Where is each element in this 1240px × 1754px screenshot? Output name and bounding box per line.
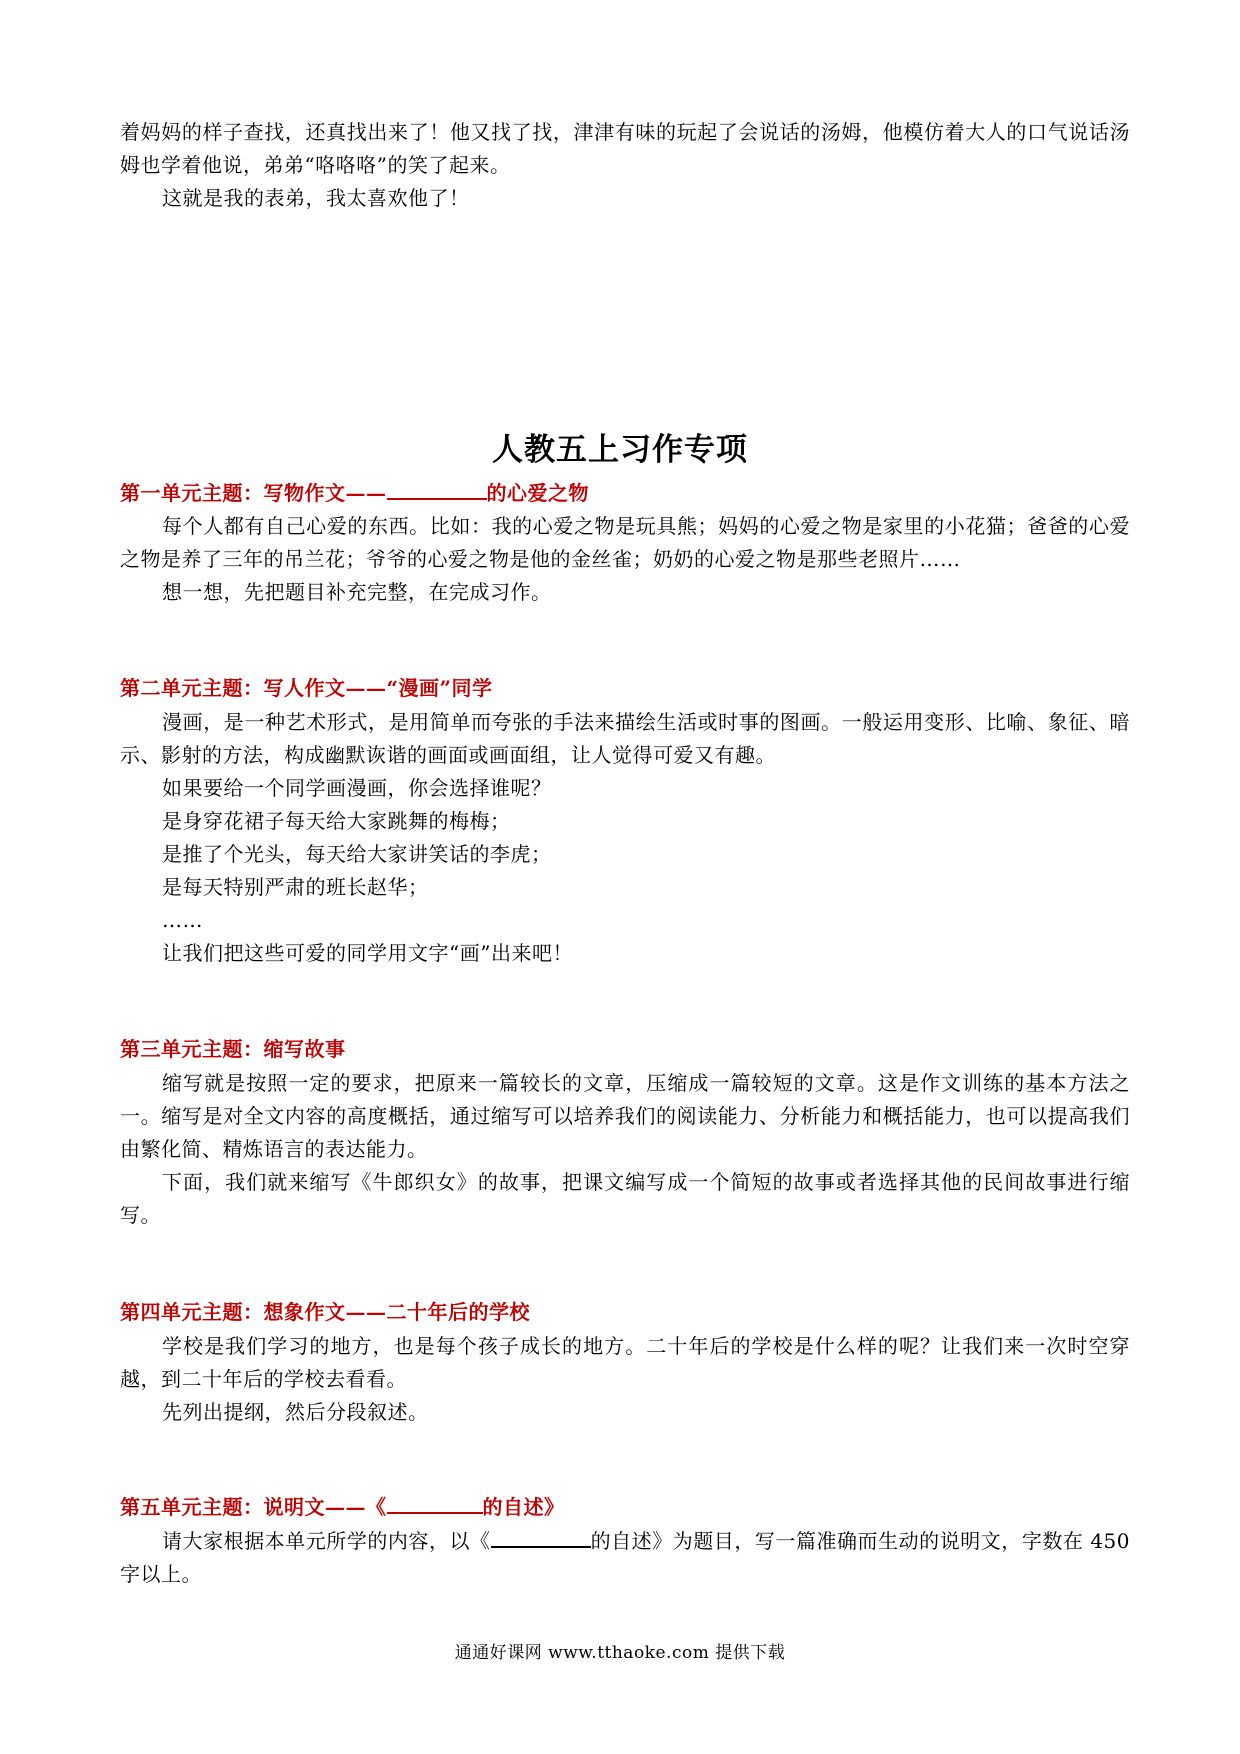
- unit2-paragraph-1: 漫画，是一种艺术形式，是用简单而夸张的手法来描绘生活或时事的图画。一般运用变形、比喻、象征、暗示、影射的方法，构成幽默诙谐的画面或画面组，让人觉得可爱又有趣。: [120, 710, 1130, 767]
- unit1-heading-prefix: 第一单元主题：写物作文——: [120, 481, 387, 505]
- page-title: 人教五上习作专项: [492, 432, 748, 468]
- unit2-line-5: ……: [162, 908, 203, 932]
- unit4-paragraph-2: 先列出提纲，然后分段叙述。: [162, 1400, 429, 1424]
- unit3-heading: 第三单元主题：缩写故事: [120, 1037, 346, 1061]
- unit1-paragraph-1: 每个人都有自己心爱的东西。比如：我的心爱之物是玩具熊；妈妈的心爱之物是家里的小花猫；爸爸的心爱之物是养了三年的吊兰花；爷爷的心爱之物是他的金丝雀；奶奶的心爱之物是那些老照片……: [120, 514, 1130, 571]
- unit5-paragraph-1: [120, 1525, 1130, 1591]
- unit4-paragraph-1: 学校是我们学习的地方，也是每个孩子成长的地方。二十年后的学校是什么样的呢？让我们来一次时空穿越，到二十年后的学校去看看。: [120, 1334, 1130, 1391]
- unit1-heading-blank: [387, 480, 487, 500]
- unit2-line-4: 是每天特别严肃的班长赵华；: [162, 875, 429, 899]
- page-footer: 通通好课网 www.tthaoke.com 提供下载: [454, 1643, 786, 1663]
- unit5-paragraph-blank: [491, 1528, 591, 1548]
- unit5-heading-suffix: 的自述》: [482, 1495, 565, 1519]
- unit5-paragraph-suffix: 的自述》为题目，写一篇准确而生动的说明文，字数在 450 字以上。: [120, 1529, 1131, 1586]
- unit3-paragraph-2: 下面，我们就来缩写《牛郎织女》的故事，把课文编写成一个简短的故事或者选择其他的民间故事进行缩写。: [120, 1170, 1130, 1227]
- unit1-heading-suffix: 的心爱之物: [486, 481, 589, 505]
- unit5-paragraph-prefix: 请大家根据本单元所学的内容，以《: [162, 1529, 491, 1553]
- unit2-line-1: 如果要给一个同学画漫画，你会选择谁呢？: [162, 776, 552, 800]
- intro-paragraph-1: 着妈妈的样子查找，还真找出来了！他又找了找，津津有味的玩起了会说话的汤姆，他模仿着大人的口气说话汤姆也学着他说，弟弟“咯咯咯”的笑了起来。: [120, 120, 1130, 177]
- unit5-heading-prefix: 第五单元主题：说明文——《: [120, 1495, 387, 1519]
- unit5-heading: [120, 1492, 565, 1522]
- intro-paragraph-2: 这就是我的表弟，我太喜欢他了！: [162, 186, 470, 210]
- unit1-paragraph-2: 想一想，先把题目补充完整，在完成习作。: [162, 580, 552, 604]
- unit2-heading: 第二单元主题：写人作文——“漫画”同学: [120, 676, 493, 700]
- unit1-heading: [120, 478, 589, 508]
- unit2-line-6: 让我们把这些可爱的同学用文字“画”出来吧！: [162, 941, 573, 965]
- unit2-line-2: 是身穿花裙子每天给大家跳舞的梅梅；: [162, 809, 511, 833]
- unit4-heading: 第四单元主题：想象作文——二十年后的学校: [120, 1300, 530, 1324]
- unit2-line-3: 是推了个光头，每天给大家讲笑话的李虎；: [162, 842, 552, 866]
- unit3-paragraph-1: 缩写就是按照一定的要求，把原来一篇较长的文章，压缩成一篇较短的文章。这是作文训练的基本方法之一。缩写是对全文内容的高度概括，通过缩写可以培养我们的阅读能力、分析能力和概括能力，也可以提高我们由繁化简、精炼语言的表达能力。: [120, 1071, 1130, 1161]
- unit5-heading-blank: [387, 1494, 483, 1514]
